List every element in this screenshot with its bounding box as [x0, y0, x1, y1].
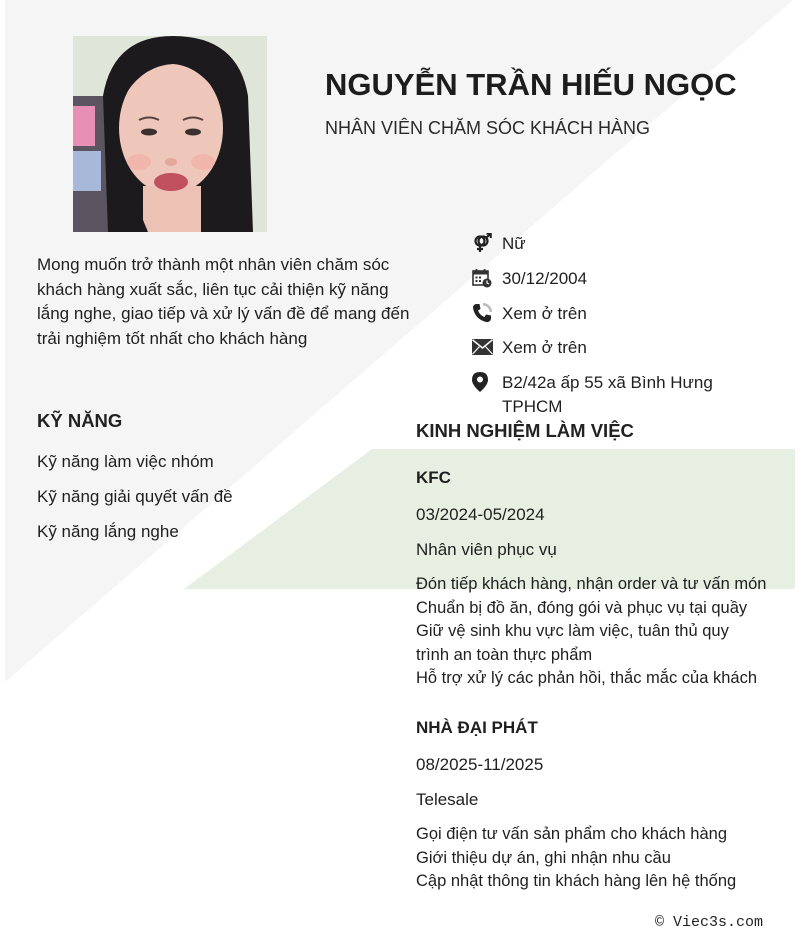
skill-item: Kỹ năng làm việc nhóm — [37, 452, 214, 471]
email-value: Xem ở trên — [502, 338, 587, 358]
job-role: Nhân viên phục vụ — [416, 540, 557, 559]
contact-email — [472, 336, 772, 371]
skills-heading: KỸ NĂNG — [37, 410, 123, 431]
map-pin-icon — [472, 371, 502, 393]
candidate-name: NGUYỄN TRẦN HIẾU NGỌC — [325, 67, 737, 102]
job-title: NHÂN VIÊN CHĂM SÓC KHÁCH HÀNG — [325, 118, 651, 138]
work-period: 08/2025-11/2025 — [416, 755, 544, 774]
contact-info — [472, 232, 772, 419]
address-value: B2/42a ấp 55 xã Bình Hưng TPHCM — [502, 373, 713, 417]
duty-item: Cập nhật thông tin khách hàng lên hệ thống — [416, 872, 737, 890]
experience-item — [416, 466, 786, 691]
contact-phone — [472, 302, 772, 337]
contact-gender — [472, 232, 772, 267]
envelope-icon — [472, 336, 502, 358]
profile-photo — [73, 36, 267, 232]
gender-value: Nữ — [502, 234, 526, 253]
birthdate-value: 30/12/2004 — [502, 268, 588, 288]
job-duties — [416, 573, 786, 691]
duty-item: Giữ vệ sinh khu vực làm việc, tuân thủ quy trình an toàn thực phẩm — [416, 622, 729, 664]
duty-item: Giới thiệu dự án, ghi nhận nhu cầu — [416, 848, 671, 867]
gender-icon — [472, 232, 502, 254]
duty-item: Hỗ trợ xử lý các phản hồi, thắc mắc của khách — [416, 669, 758, 687]
experience-item — [416, 716, 786, 894]
company-name: NHÀ ĐẠI PHÁT — [416, 718, 538, 737]
phone-value: Xem ở trên — [502, 303, 587, 323]
company-name: KFC — [416, 468, 451, 487]
duty-item: Chuẩn bị đồ ăn, đóng gói và phục vụ tại quầy — [416, 598, 748, 617]
watermark-footer: © Viec3s.com — [654, 914, 763, 931]
job-role: Telesale — [416, 790, 479, 809]
phone-icon — [472, 302, 502, 324]
job-duties — [416, 823, 786, 894]
calendar-icon — [472, 267, 502, 289]
contact-birthdate — [472, 267, 772, 302]
contact-address — [472, 371, 772, 419]
experience-heading: KINH NGHIỆM LÀM VIỆC — [416, 420, 634, 441]
skill-item: Kỹ năng giải quyết vấn đề — [37, 487, 233, 506]
duty-item: Gọi điện tư vấn sản phẩm cho khách hàng — [416, 825, 727, 843]
career-objective: Mong muốn trở thành một nhân viên chăm sóc khách hàng xuất sắc, liên tục cải thiện kỹ năng lắng nghe, giao tiếp và xử lý vấn đề để mang đến trải nghiệm tốt nhất cho khách hàng — [37, 255, 410, 348]
skills-list — [37, 450, 233, 555]
work-period: 03/2024-05/2024 — [416, 505, 545, 524]
duty-item: Đón tiếp khách hàng, nhận order và tư vấn món — [416, 575, 767, 593]
skill-item: Kỹ năng lắng nghe — [37, 522, 179, 541]
